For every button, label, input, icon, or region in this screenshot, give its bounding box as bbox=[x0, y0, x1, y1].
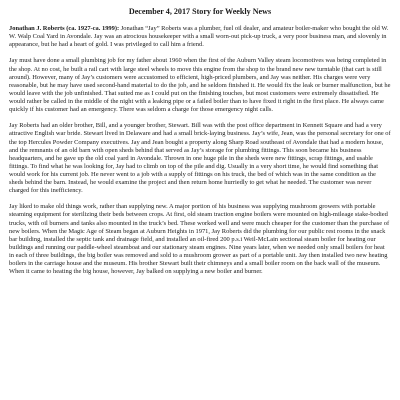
paragraph-3: Jay Roberts had an older brother, Bill, and a younger brother, Stewart. Bill was with the post office department in Kennett Square and had a very attractive English war bride. Stewart lived in Delaware and had a small brick-laying business. Jay’s wife, Jean, was the personal secretary for one of the top Hercules Powder Company executives. Jay and Jean bought a property along Sharp Road southeast of Avondale that had a modern house, and the remnants of an old barn with open sheds behind that served as Jay’s storage for plumbing fittings. This soon became his business headquarters, and he gave up the old coal yard in Avondale. Thrown in one huge pile in the sheds were new fittings, scrap fittings, and usable fittings. To find what he was looking for, Jay had to climb on top of the pile and dig. Usually in a very short time, he would find something that would work for his current job. He never went to a job with a supply of fittings on his truck, the bed of which was in the same condition as the sheds behind the barn. Instead, he would examine the project and then return home hurriedly to get what he needed. The customer was never charged for this inefficiency. bbox=[9, 122, 391, 195]
paragraph-2: Jay must have done a small plumbing job for my father about 1960 when the first of the Auburn Valley steam locomotives was being completed in the shop. At no cost, he built a rail cart with large steel wheels to move this engine from the shop to the brand new new turntable (that cart is still around). However, many of Jay’s customers were accustomed to efficient, high-priced plumbers, and Jay was neither. His charges were very reasonable, but he may have used second-hand material to do the job, and he seldom finished it. He would fix the leak or burner malfunction, but he would leave with the job unfinished. That suited me as I could put on the finishing touches, but most customers were extremely dissatisfied. He would rather be called in the middle of the night with a leaking pipe or a failed boiler than to have fixed it right in the first place. He always came quickly if his customer had an emergency. There was seldom a charge for those emergency night calls. bbox=[9, 57, 391, 114]
lead-name: Jonathan J. Roberts (ca. 1927-ca. 1999): bbox=[9, 25, 120, 32]
paragraph-1-text: Jonathan “Jay” Roberts was a plumber, fuel oil dealer, and amateur boiler-maker who bought the old W. W. Walp Coal Yard in Avondale. Jay was an atrocious housekeeper with a small worn-out pick-up truck, a very poor business man, and slovenly in appearance, but he had a heart of gold. I was privileged to call him a friend. bbox=[9, 25, 389, 49]
document-title: December 4, 2017 Story for Weekly News bbox=[128, 7, 272, 16]
paragraph-1 bbox=[9, 25, 391, 49]
paragraph-4: Jay liked to make old things work, rather than supplying new. A major portion of his business was supplying mushroom growers with portable steaming equipment for sterilizing their beds between crops. At first, old steam traction engine boilers were mounted on high-mileage stake-bodied trucks, with oil burners and tanks also mounted in the truck’s bed. These worked well and were much cheaper for the customer than the purchase of new boilers. When the Magic Age of Steam began at Auburn Heights in 1971, Jay Roberts did the plumbing for our public rest rooms in the snack bar building, installed the septic tank and drainage field, and installed an oil-fired 200 p.s.i Weil-McLain sectional steam boiler for heating our buildings and running our paddle-wheel steamboat and our stationary steam engines. Nine years later, when we needed only small boilers for heat in each of three buildings, the big boiler was removed and sold to a mushroom grower as part of a portable unit. Jay then installed two new heating boilers in the carriage house and the museum. His brother Stewart built their chimneys and a small boiler room on the back wall of the museum. When it came to heating the big house, however, Jay balked on supplying a new boiler and burner. bbox=[9, 203, 390, 276]
